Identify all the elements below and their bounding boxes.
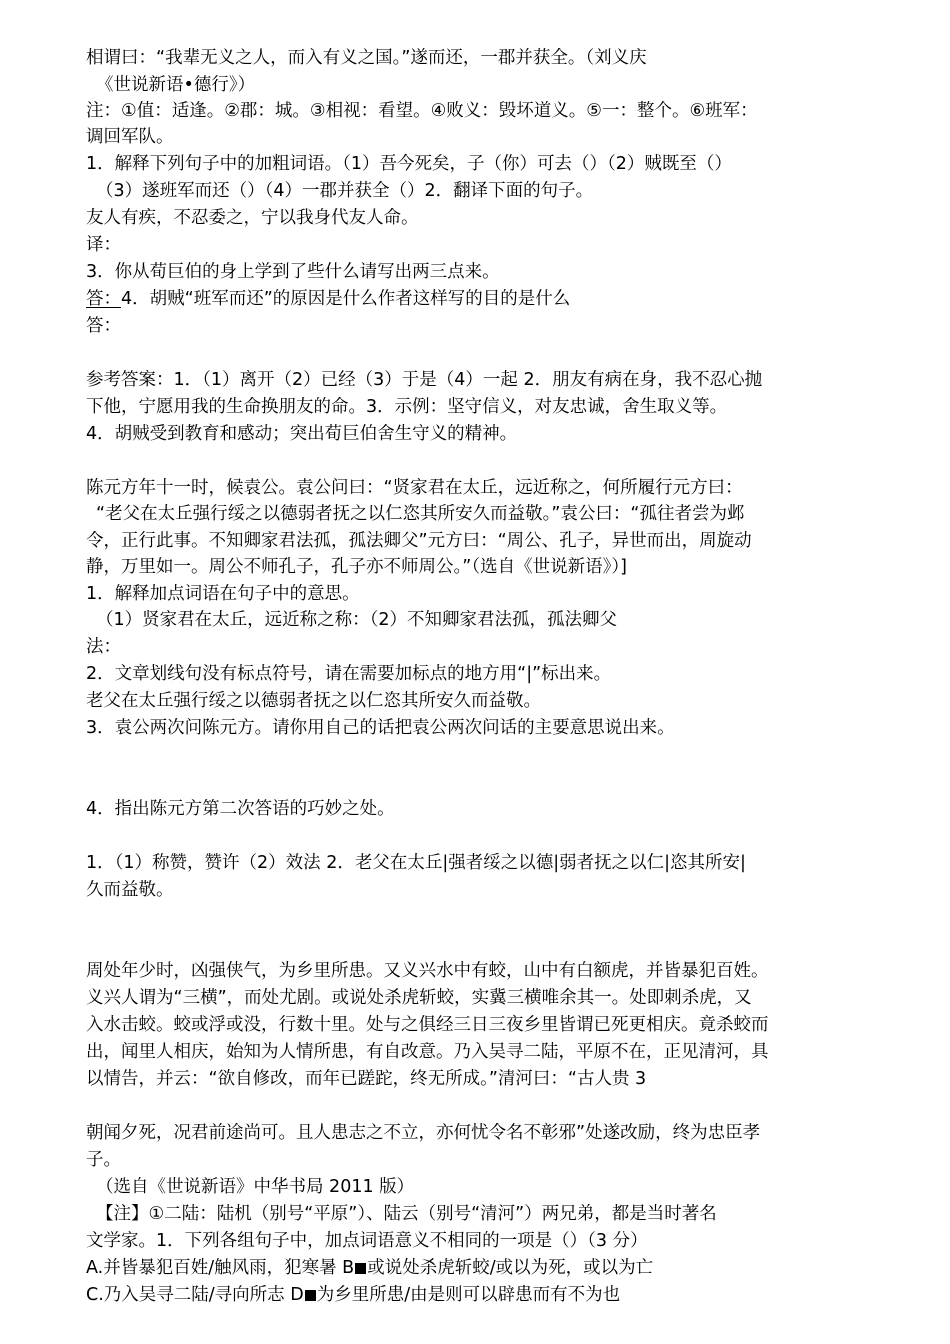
text-line: 入水击蛟。蛟或浮或没，行数十里。处与之俱经三日三夜乡里皆谓已死更相庆。竟杀蛟而 (86, 1015, 769, 1035)
text-line: 出，闻里人相庆，始知为人情所患，有自改意。乃入吴寻二陆，平原不在，正见清河，具 (86, 1042, 769, 1062)
option-line (86, 1284, 886, 1306)
text-line: 陈元方年十一时，候袁公。袁公问曰：“贤家君在太丘，远近称之，何所履行元方曰： (86, 478, 743, 498)
reference-answer-line: 4．胡贼受到教育和感动；突出荀巨伯舍生守义的精神。 (86, 424, 518, 444)
question-line: （3）遂班军而还（）（4）一郡并获全（）2．翻译下面的句子。 (96, 181, 594, 201)
question-line: 3．你从荀巨伯的身上学到了些什么请写出两三点来。 (86, 262, 500, 282)
option-b-text: 或说处杀虎斩蛟/或以为死，或以为亡 (367, 1258, 654, 1278)
answer-label: 法： (86, 637, 121, 657)
black-square-mark (305, 1290, 316, 1301)
text-line: 周处年少时，凶强侠气，为乡里所患。又义兴水中有蛟，山中有白额虎，并皆暴犯百姓。 (86, 961, 769, 981)
question-line: 1．解释下列句子中的加粗词语。（1）吾今死矣，子（你）可去（）（2）贼既至（） (86, 154, 732, 174)
question-line: 文学家。1．下列各组句子中，加点词语意义不相同的一项是（）（3 分） (86, 1231, 648, 1251)
text-line: 以情告，并云：“欲自修改，而年已蹉跎，终无所成。”清河曰：“古人贵 3 (86, 1069, 647, 1089)
reference-answer-line: 参考答案：1．（1）离开（2）已经（3）于是（4）一起 2．朋友有病在身，我不忍心抛 (86, 370, 763, 390)
text-line: 静，万里如一。周公不师孔子，孔子亦不师周公。”（选自《世说新语》）] (86, 557, 627, 577)
source-citation: （选自《世说新语》中华书局 2011 版） (96, 1177, 415, 1197)
question-line: 2．文章划线句没有标点符号，请在需要加标点的地方用“|”标出来。 (86, 664, 612, 684)
text-line: 子。 (86, 1150, 121, 1170)
answer-label: 答： (86, 316, 121, 336)
text-line: 相谓曰：“我辈无义之人，而入有义之国。”遂而还，一郡并获全。（刘义庆 (86, 48, 647, 68)
option-line (86, 1257, 886, 1279)
text-line: 令，正行此事。不知卿家君法孤，孤法卿父”元方曰：“周公、孔子，异世而出，周旋动 (86, 531, 752, 551)
answer-label: 译： (86, 235, 121, 255)
option-a-b-text: A.并皆暴犯百姓/触风雨，犯寒暑 B (86, 1258, 355, 1278)
question-line: 4．指出陈元方第二次答语的巧妙之处。 (86, 799, 395, 819)
text-line: 义兴人谓为“三横”，而处尤剧。或说处杀虎斩蛟，实冀三横唯余其一。处即刺杀虎，又 (86, 988, 752, 1008)
text-line: 朝闻夕死，况君前途尚可。且人患志之不立，亦何忧令名不彰邪”处遂改励，终为忠臣孝 (86, 1123, 761, 1143)
reference-answer-line: 下他，宁愿用我的生命换朋友的命。3．示例：坚守信义，对友忠诚，舍生取义等。 (86, 397, 728, 417)
question-line: 1．解释加点词语在句子中的意思。 (86, 584, 360, 604)
text-line: 老父在太丘强行绥之以德弱者抚之以仁恣其所安久而益敬。 (86, 691, 541, 711)
option-c-d-text: C.乃入吴寻二陆/寻向所志 D (86, 1285, 304, 1305)
answer-label-underlined: 答： (86, 289, 121, 309)
option-d-text: 为乡里所患/由是则可以辟患而有不为也 (316, 1285, 621, 1305)
text-line: 注：①值：适逢。②郡：城。③相视：看望。④败义：毁坏道义。⑤一：整个。⑥班军： (86, 101, 758, 121)
black-square-mark (355, 1263, 366, 1274)
note-line: 【注】①二陆：陆机（别号“平原”）、陆云（别号“清河”）两兄弟，都是当时著名 (96, 1204, 717, 1224)
text-line: 友人有疾，不忍委之，宁以我身代友人命。 (86, 208, 419, 228)
question-line (86, 288, 886, 310)
text-line: “老父在太丘强行绥之以德弱者抚之以仁恣其所安久而益敬。”袁公曰：“孤往者尝为邺 (96, 504, 745, 524)
question-line: 3．袁公两次问陈元方。请你用自己的话把袁公两次问话的主要意思说出来。 (86, 718, 675, 738)
reference-answer-line: 久而益敬。 (86, 880, 174, 900)
question-text: 4．胡贼“班军而还”的原因是什么作者这样写的目的是什么 (121, 289, 571, 309)
text-line: 调回军队。 (86, 127, 174, 147)
reference-answer-line: 1．（1）称赞，赞许（2）效法 2．老父在太丘|强者绥之以德|弱者抚之以仁|恣其所安| (86, 853, 746, 873)
question-line: （1）贤家君在太丘，远近称之称：（2）不知卿家君法孤，孤法卿父 (96, 610, 618, 630)
text-line: 《世说新语•德行》） (96, 75, 256, 95)
